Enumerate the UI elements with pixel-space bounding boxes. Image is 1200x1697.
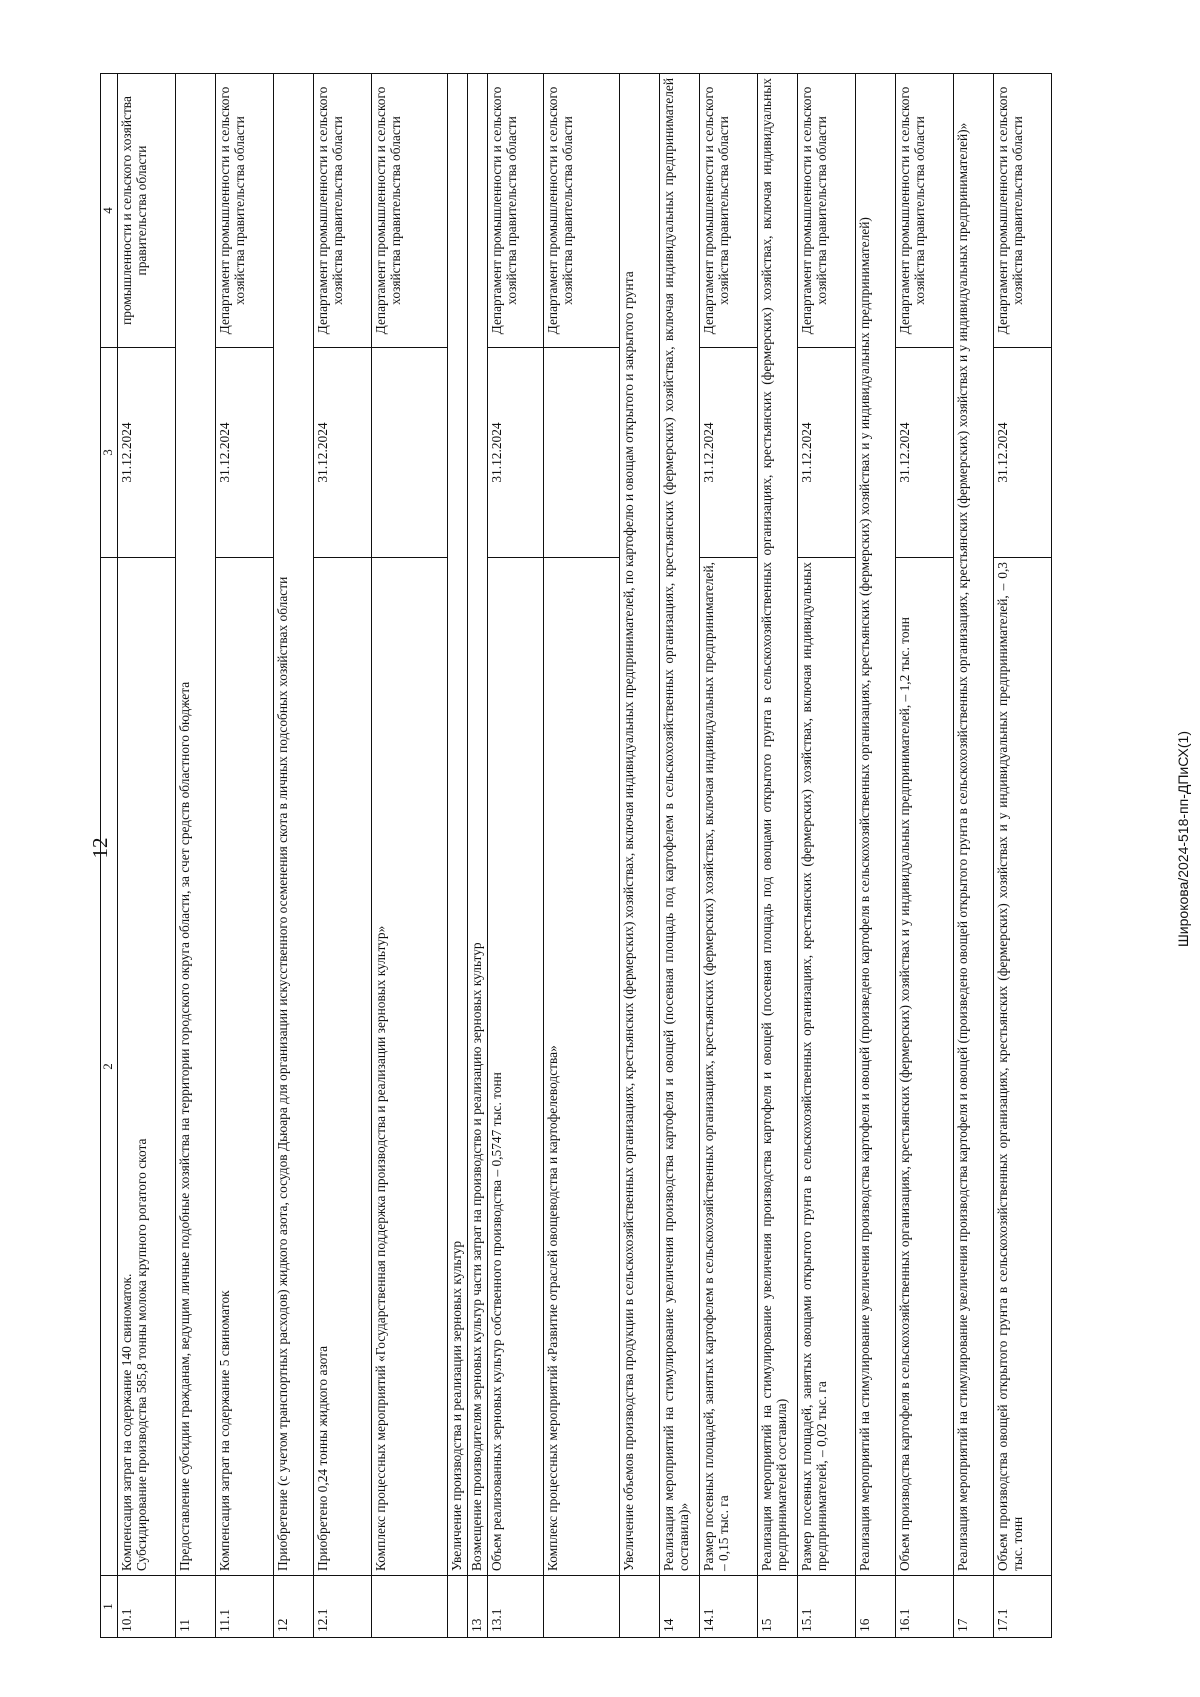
row-number: 12: [274, 1576, 314, 1638]
table-row: [758, 74, 798, 1638]
table-row: [372, 74, 448, 1638]
row-number: 11.1: [216, 1576, 274, 1638]
row-section-title: Приобретение (с учетом транспортных расходов) жидкого азота, сосудов Дьюара для организации искусственного осеменения скота в личных подсобных хозяйствах области: [274, 74, 314, 1576]
row-description: Компенсация затрат на содержание 5 свиноматок: [216, 558, 274, 1576]
row-description: Объем производства картофеля в сельскохозяйственных организациях, крестьянских (фермерских) хозяйствах и у индивидуальных предпринимателей, – 1,2 тыс. тонн: [896, 558, 954, 1576]
table-row: [660, 74, 700, 1638]
row-section-title: Реализация мероприятий на стимулирование увеличения производства картофеля и овощей (произведено картофеля в сельскохозяйственных организациях, крестьянских (фермерских) хозяйствах и у индивидуальных предпринимателей): [856, 74, 896, 1576]
row-responsible: Департамент промышленности и сельского хозяйства правительства области: [314, 74, 372, 348]
row-number: 14: [660, 1576, 700, 1638]
table-row: [856, 74, 896, 1638]
table-row: [798, 74, 856, 1638]
row-section-title: Увеличение объемов производства продукции в сельскохозяйственных организациях, крестьянских (фермерских) хозяйствах, включая индивидуальных предпринимателей, по картофелю и овощам открытого и закрытого грунта: [620, 74, 660, 1576]
row-description: [118, 558, 176, 1576]
row-deadline: 31.12.2024: [994, 348, 1052, 558]
row-description-line: Субсидирование производства 585,8 тонны молока крупного рогатого скота: [134, 1138, 149, 1571]
row-description: Размер посевных площадей, занятых овощами открытого грунта в сельскохозяйственных организациях, крестьянских (фермерских) хозяйствах, включая индивидуальных предпринимателей, – 0,02 тыс. га: [798, 558, 856, 1576]
row-number: [620, 1576, 660, 1638]
row-description: Комплекс процессных мероприятий «Развитие отраслей овощеводства и картофелеводства»: [544, 558, 620, 1576]
row-description: Приобретено 0,24 тонны жидкого азота: [314, 558, 372, 1576]
row-section-title: Реализация мероприятий на стимулирование увеличения производства картофеля и овощей (посевная площадь под картофелем в сельскохозяйственных организациях, крестьянских (фермерских) хозяйствах, включая индивидуальных предпринимателей составила)»: [660, 74, 700, 1576]
table-row: [216, 74, 274, 1638]
header-col-3: 3: [101, 348, 118, 558]
row-description-line: Компенсация затрат на содержание 140 свиноматок.: [119, 1273, 134, 1571]
row-number: 17.1: [994, 1576, 1052, 1638]
row-number: 16.1: [896, 1576, 954, 1638]
header-col-4: 4: [101, 74, 118, 348]
plan-table-rotated: [100, 74, 1025, 1638]
row-responsible: Департамент промышленности и сельского хозяйства правительства области: [216, 74, 274, 348]
header-col-1: 1: [101, 1576, 118, 1638]
row-responsible: Департамент промышленности и сельского хозяйства правительства области: [488, 74, 544, 348]
row-number: [372, 1576, 448, 1638]
row-responsible: Департамент промышленности и сельского хозяйства правительства области: [544, 74, 620, 348]
plan-table: [100, 73, 1052, 1638]
row-number: 14.1: [700, 1576, 758, 1638]
row-responsible: промышленности и сельского хозяйства правительства области: [118, 74, 176, 348]
table-row: [620, 74, 660, 1638]
row-section-title: Реализация мероприятий на стимулирование увеличения производства картофеля и овощей (посевная площадь под овощами открытого грунта в сельскохозяйственных организациях, крестьянских (фермерских) хозяйствах, включая индивидуальных предпринимателей составила): [758, 74, 798, 1576]
row-number: 11: [176, 1576, 216, 1638]
row-deadline: 31.12.2024: [700, 348, 758, 558]
row-section-title: Предоставление субсидии гражданам, ведущим личные подобные хозяйства на территории городского округа области, за счет средств областного бюджета: [176, 74, 216, 1576]
row-number: 16: [856, 1576, 896, 1638]
table-row: [954, 74, 994, 1638]
table-row: [118, 74, 176, 1638]
row-section-title: Увеличение производства и реализации зерновых культур: [448, 74, 468, 1576]
row-deadline: [372, 348, 448, 558]
row-responsible: Департамент промышленности и сельского хозяйства правительства области: [798, 74, 856, 348]
row-description: Размер посевных площадей, занятых картофелем в сельскохозяйственных организациях, крестьянских (фермерских) хозяйствах, включая индивидуальных предпринимателей, – 0,15 тыс. га: [700, 558, 758, 1576]
row-number: [544, 1576, 620, 1638]
table-row: [544, 74, 620, 1638]
row-section-title: Возмещение производителям зерновых культур части затрат на производство и реализацию зерновых культур: [468, 74, 488, 1576]
row-number: 12.1: [314, 1576, 372, 1638]
row-deadline: 31.12.2024: [314, 348, 372, 558]
row-description: Комплекс процессных мероприятий «Государственная поддержка производства и реализации зерновых культур»: [372, 558, 448, 1576]
row-number: 17: [954, 1576, 994, 1638]
row-number: 13.1: [488, 1576, 544, 1638]
row-number: [448, 1576, 468, 1638]
row-deadline: 31.12.2024: [488, 348, 544, 558]
table-row: [448, 74, 468, 1638]
row-description: Объем реализованных зерновых культур собственного производства – 0,5747 тыс. тонн: [488, 558, 544, 1576]
table-row: [994, 74, 1052, 1638]
table-row: [314, 74, 372, 1638]
table-row: [274, 74, 314, 1638]
header-col-2: 2: [101, 558, 118, 1576]
table-row: [896, 74, 954, 1638]
row-description: Объем производства овощей открытого грунта в сельскохозяйственных организациях, крестьянских (фермерских) хозяйствах и у индивидуальных предпринимателей, – 0,3 тыс. тонн: [994, 558, 1052, 1576]
row-deadline: 31.12.2024: [118, 348, 176, 558]
row-deadline: 31.12.2024: [896, 348, 954, 558]
row-responsible: Департамент промышленности и сельского хозяйства правительства области: [372, 74, 448, 348]
row-number: 10.1: [118, 1576, 176, 1638]
document-code: Широкова/2024-518-пп-ДПиСХ(1): [1175, 730, 1191, 948]
row-deadline: 31.12.2024: [216, 348, 274, 558]
row-section-title: Реализация мероприятий на стимулирование увеличения производства картофеля и овощей (произведено овощей открытого грунта в сельскохозяйственных организациях, крестьянских (фермерских) хозяйствах и у индивидуальных предпринимателей)»: [954, 74, 994, 1576]
page-number: 12: [88, 837, 112, 859]
row-number: 15.1: [798, 1576, 856, 1638]
row-responsible: Департамент промышленности и сельского хозяйства правительства области: [700, 74, 758, 348]
row-number: 13: [468, 1576, 488, 1638]
table-row: [488, 74, 544, 1638]
header-row: [101, 74, 118, 1638]
table-row: [176, 74, 216, 1638]
row-responsible: Департамент промышленности и сельского хозяйства правительства области: [994, 74, 1052, 348]
row-number: 15: [758, 1576, 798, 1638]
table-row: [468, 74, 488, 1638]
row-deadline: 31.12.2024: [798, 348, 856, 558]
row-deadline: [544, 348, 620, 558]
table-row: [700, 74, 758, 1638]
row-responsible: Департамент промышленности и сельского хозяйства правительства области: [896, 74, 954, 348]
